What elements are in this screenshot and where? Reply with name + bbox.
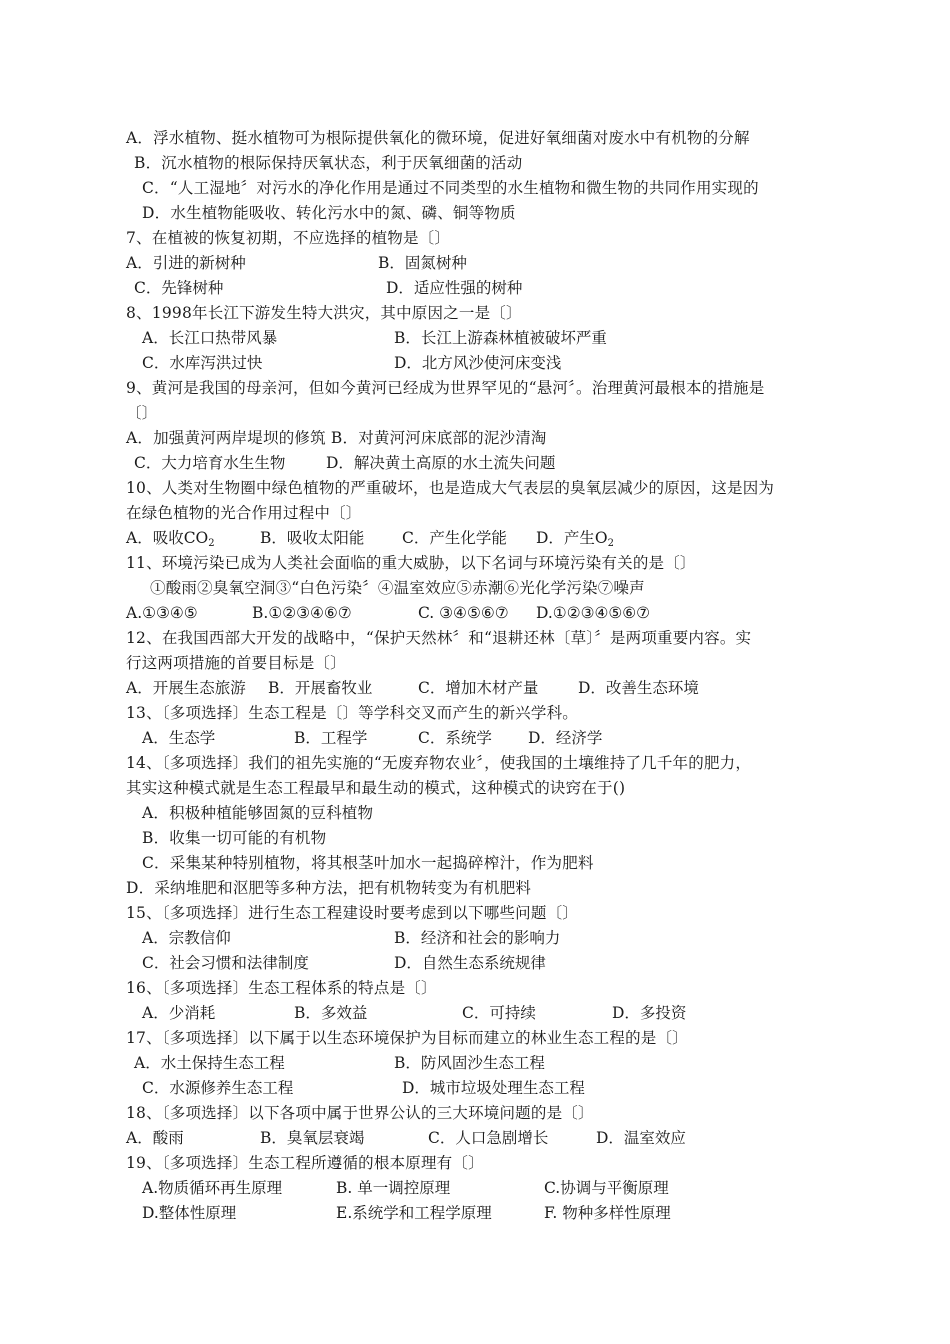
option-a: A．引进的新树种 — [126, 254, 246, 272]
option-c: C. ③④⑤⑥⑦ — [418, 604, 509, 622]
option-d: D．采纳堆肥和沤肥等多种方法，把有机物转变为有机肥料 — [126, 879, 532, 897]
option-d: D．自然生态系统规律 — [394, 954, 546, 972]
option-b: B.①②③④⑥⑦ — [252, 604, 352, 622]
text-line: 〔〕 — [126, 404, 158, 422]
option-e: E.系统学和工程学原理 — [336, 1204, 492, 1222]
text-line: 其实这种模式就是生态工程最早和最生动的模式，这种模式的诀窍在于() — [126, 779, 626, 797]
option-b: B．开展畜牧业 — [268, 679, 373, 697]
option-a: A．开展生态旅游 — [126, 679, 246, 697]
options-ab: A．加强黄河两岸堤坝的修筑 B．对黄河河床底部的泥沙清淘 — [126, 429, 547, 447]
option-c: C．水库泻洪过快 — [142, 354, 263, 372]
option-c: C．水源修养生态工程 — [142, 1079, 294, 1097]
option-a: A．生态学 — [142, 729, 216, 747]
option-c: C．产生化学能 — [402, 529, 507, 547]
option-c: C．先锋树种 — [134, 279, 224, 297]
option-a: A．宗教信仰 — [142, 929, 231, 947]
option-d: D．温室效应 — [596, 1129, 686, 1147]
option-d: D．经济学 — [528, 729, 603, 747]
text-line: B．沉水植物的根际保持厌氧状态，利于厌氧细菌的活动 — [134, 154, 523, 172]
question-13: 13、〔多项选择〕生态工程是〔〕等学科交叉而产生的新兴学科。 — [126, 704, 578, 722]
question-11: 11、环境污染已成为人类社会面临的重大威胁，以下名词与环境污染有关的是〔〕 — [126, 554, 696, 572]
option-f: F. 物种多样性原理 — [544, 1204, 671, 1222]
option-d: D．多投资 — [612, 1004, 687, 1022]
option-d: D．产生$O_2$ — [536, 529, 615, 549]
option-c: C．系统学 — [418, 729, 492, 747]
option-c: C.协调与平衡原理 — [544, 1179, 669, 1197]
option-b: B．工程学 — [294, 729, 368, 747]
option-d: D.整体性原理 — [142, 1204, 237, 1222]
option-c: C．人口急剧增长 — [428, 1129, 549, 1147]
option-d: D．城市垃圾处理生态工程 — [402, 1079, 585, 1097]
text-line: C．“人工湿地〞对污水的净化作用是通过不同类型的水生植物和微生物的共同作用实现的 — [142, 179, 759, 197]
option-a: A．积极种植能够固氮的豆科植物 — [142, 804, 374, 822]
option-a: A．少消耗 — [142, 1004, 216, 1022]
option-b: B．固氮树种 — [378, 254, 467, 272]
option-d: D.①②③④⑤⑥⑦ — [536, 604, 651, 622]
question-9: 9、黄河是我国的母亲河，但如今黄河已经成为世界罕见的“悬河〞。治理黄河最根本的措施是 — [126, 379, 765, 397]
question-14: 14、〔多项选择〕我们的祖先实施的“无废弃物农业〞，使我国的土壤维持了几千年的肥力， — [126, 754, 752, 772]
option-d: D．北方风沙使河床变浅 — [394, 354, 562, 372]
question-7: 7、在植被的恢复初期，不应选择的植物是〔〕 — [126, 229, 451, 247]
option-a: A．水土保持生态工程 — [134, 1054, 285, 1072]
question-8: 8、1998年长江下游发生特大洪灾，其中原因之一是〔〕 — [126, 304, 522, 322]
option-b: B．防风固沙生态工程 — [394, 1054, 545, 1072]
text-line: D．水生植物能吸收、转化污水中的氮、磷、铜等物质 — [142, 204, 516, 222]
option-b: B．臭氧层衰竭 — [260, 1129, 365, 1147]
option-c: C．社会习惯和法律制度 — [142, 954, 309, 972]
option-b: B．收集一切可能的有机物 — [142, 829, 327, 847]
option-b: B．长江上游森林植被破坏严重 — [394, 329, 607, 347]
option-b: B．多效益 — [294, 1004, 368, 1022]
option-a: A．吸收$CO_2$ — [126, 529, 215, 549]
question-18: 18、〔多项选择〕以下各项中属于世界公认的三大环境问题的是〔〕 — [126, 1104, 594, 1122]
question-16: 16、〔多项选择〕生态工程体系的特点是〔〕 — [126, 979, 437, 997]
option-b: B. 单一调控原理 — [336, 1179, 451, 1197]
option-b: B．吸收太阳能 — [260, 529, 365, 547]
text-line: A．浮水植物、挺水植物可为根际提供氧化的微环境，促进好氧细菌对废水中有机物的分解 — [126, 129, 750, 147]
text-line: 行这两项措施的首要目标是〔〕 — [126, 654, 346, 672]
text-line: ①酸雨②臭氧空洞③“白色污染〞④温室效应⑤赤潮⑥光化学污染⑦噪声 — [150, 579, 645, 597]
option-a: A．酸雨 — [126, 1129, 184, 1147]
option-d: D．适应性强的树种 — [386, 279, 523, 297]
option-d: D．改善生态环境 — [578, 679, 699, 697]
option-d: D．解决黄土高原的水土流失问题 — [326, 454, 556, 472]
question-19: 19、〔多项选择〕生态工程所遵循的根本原理有〔〕 — [126, 1154, 484, 1172]
option-c: C．采集某种特别植物，将其根茎叶加水一起捣碎榨汁，作为肥料 — [142, 854, 594, 872]
question-10: 10、人类对生物圈中绿色植物的严重破坏，也是造成大气表层的臭氧层减少的原因，这是因为 — [126, 479, 775, 497]
question-12: 12、在我国西部大开发的战略中，“保护天然林〞和“退耕还林〔草〕〞是两项重要内容。实 — [126, 629, 752, 647]
option-a: A.物质循环再生原理 — [142, 1179, 283, 1197]
text-line: 在绿色植物的光合作用过程中〔〕 — [126, 504, 362, 522]
option-c: C．大力培育水生生物 — [134, 454, 286, 472]
option-c: C．增加木材产量 — [418, 679, 539, 697]
question-17: 17、〔多项选择〕以下属于以生态环境保护为目标而建立的林业生态工程的是〔〕 — [126, 1029, 688, 1047]
question-15: 15、〔多项选择〕进行生态工程建设时要考虑到以下哪些问题〔〕 — [126, 904, 578, 922]
option-b: B．经济和社会的影响力 — [394, 929, 561, 947]
option-a: A.①③④⑤ — [126, 604, 198, 622]
option-c: C．可持续 — [462, 1004, 536, 1022]
option-a: A．长江口热带风暴 — [142, 329, 278, 347]
